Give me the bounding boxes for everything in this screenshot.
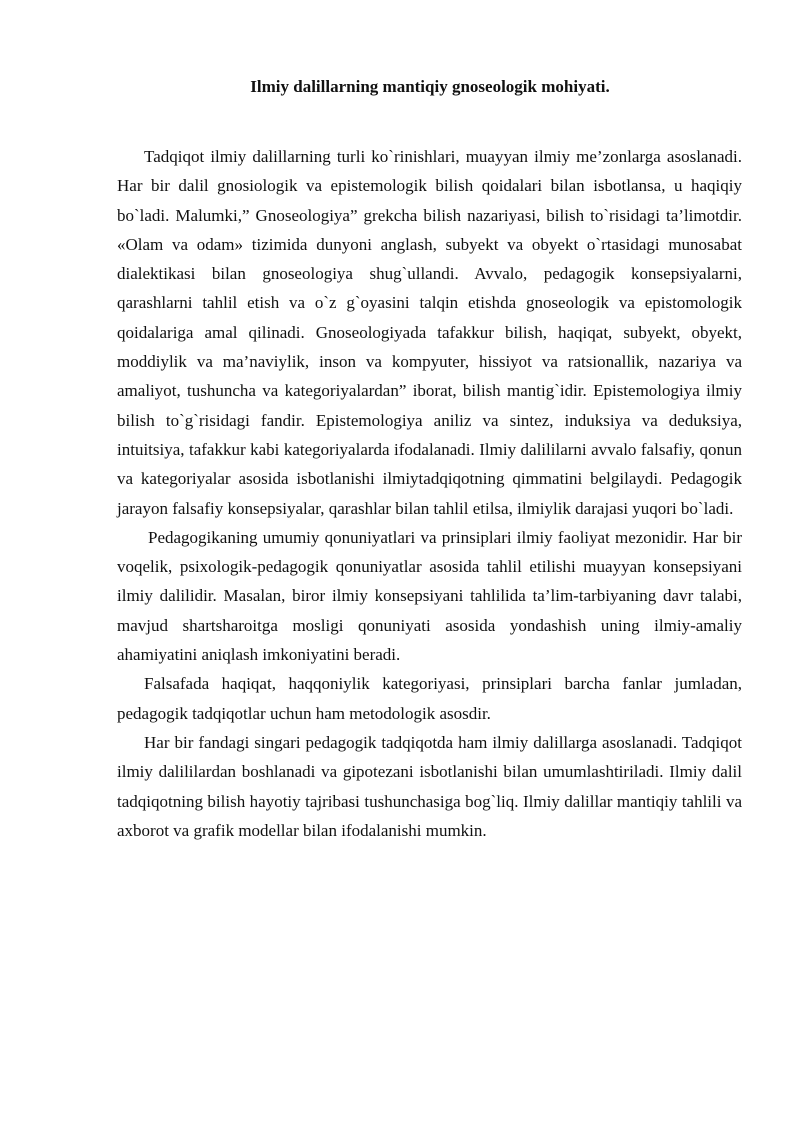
page-title: Ilmiy dalillarning mantiqiy gnoseologik mohiyati. [250,77,610,96]
document-body [117,142,742,845]
paragraph: Falsafada haqiqat, haqqoniylik kategoriyasi, prinsiplari barcha fanlar jumladan, pedagogik tadqiqotlar uchun ham metodologik asosdir. [117,674,742,723]
paragraph: Pedagogikaning umumiy qonuniyatlari va prinsiplari ilmiy faoliyat mezonidir. Har bir voqelik, psixologik-pedagogik qonuniyatlar asosida tahlil etilishi muayyan konsepsiyani ilmiy dalilidir. Masalan, biror ilmiy konsepsiyani tahlilida ta’lim-tarbiyaning davr talabi, mavjud shartsharoitga mosligi qonuniyati asosida yondashish uning ilmiy-amaliy ahamiyatini aniqlash imkoniyatini beradi. [117,527,742,665]
paragraph: Tadqiqot ilmiy dalillarning turli ko`rinishlari, muayyan ilmiy me’zonlarga asoslanadi. Har bir dalil gnosiologik va epistemologik bilish qoidalari bilan isbotlansa, u haqiqiy bo`ladi. Malumki,” Gnoseologiya” grekcha bilish nazariyasi, bilish to`risidagi ta’limotdir. «Olam va odam» tizimida dunyoni anglash, subyekt va obyekt o`rtasidagi munosabat dialektikasi bilan gnoseologiya shug`ullandi. Avvalo, pedagogik konsepsiyalarni, qarashlarni tahlil etish va o`z g`oyasini talqin etishda gnoseologik va epistomologik qoidalariga amal qilinadi. Gnoseologiyada tafakkur bilish, haqiqat, subyekt, obyekt, moddiylik va ma’naviylik, inson va kompyuter, hissiyot va ratsionallik, nazariya va amaliyot, tushuncha va kategoriyalardan” iborat, bilish mantig`idir. Epistemologiya ilmiy bilish to`g`risidagi fandir. Epistemologiya aniliz va sintez, induksiya va deduksiya, intuitsiya, tafakkur kabi kategoriyalarda ifodalanadi. Ilmiy dalililarni avvalo falsafiy, qonun va kategoriyalar asosida isbotlanishi ilmiytadqiqotning qimmatini belgilaydi. Pedagogik jarayon falsafiy konsepsiyalar, qarashlar bilan tahlil etilsa, ilmiylik darajasi yuqori bo`ladi. [117,147,742,518]
paragraph: Har bir fandagi singari pedagogik tadqiqotda ham ilmiy dalillarga asoslanadi. Tadqiqot ilmiy dalililardan boshlanadi va gipotezani isbotlanishi bilan umumlashtiriladi. Ilmiy dalil tadqiqotning bilish hayotiy tajribasi tushunchasiga bog`liq. Ilmiy dalillar mantiqiy tahlili va axborot va grafik modellar bilan ifodalanishi mumkin. [117,732,742,840]
